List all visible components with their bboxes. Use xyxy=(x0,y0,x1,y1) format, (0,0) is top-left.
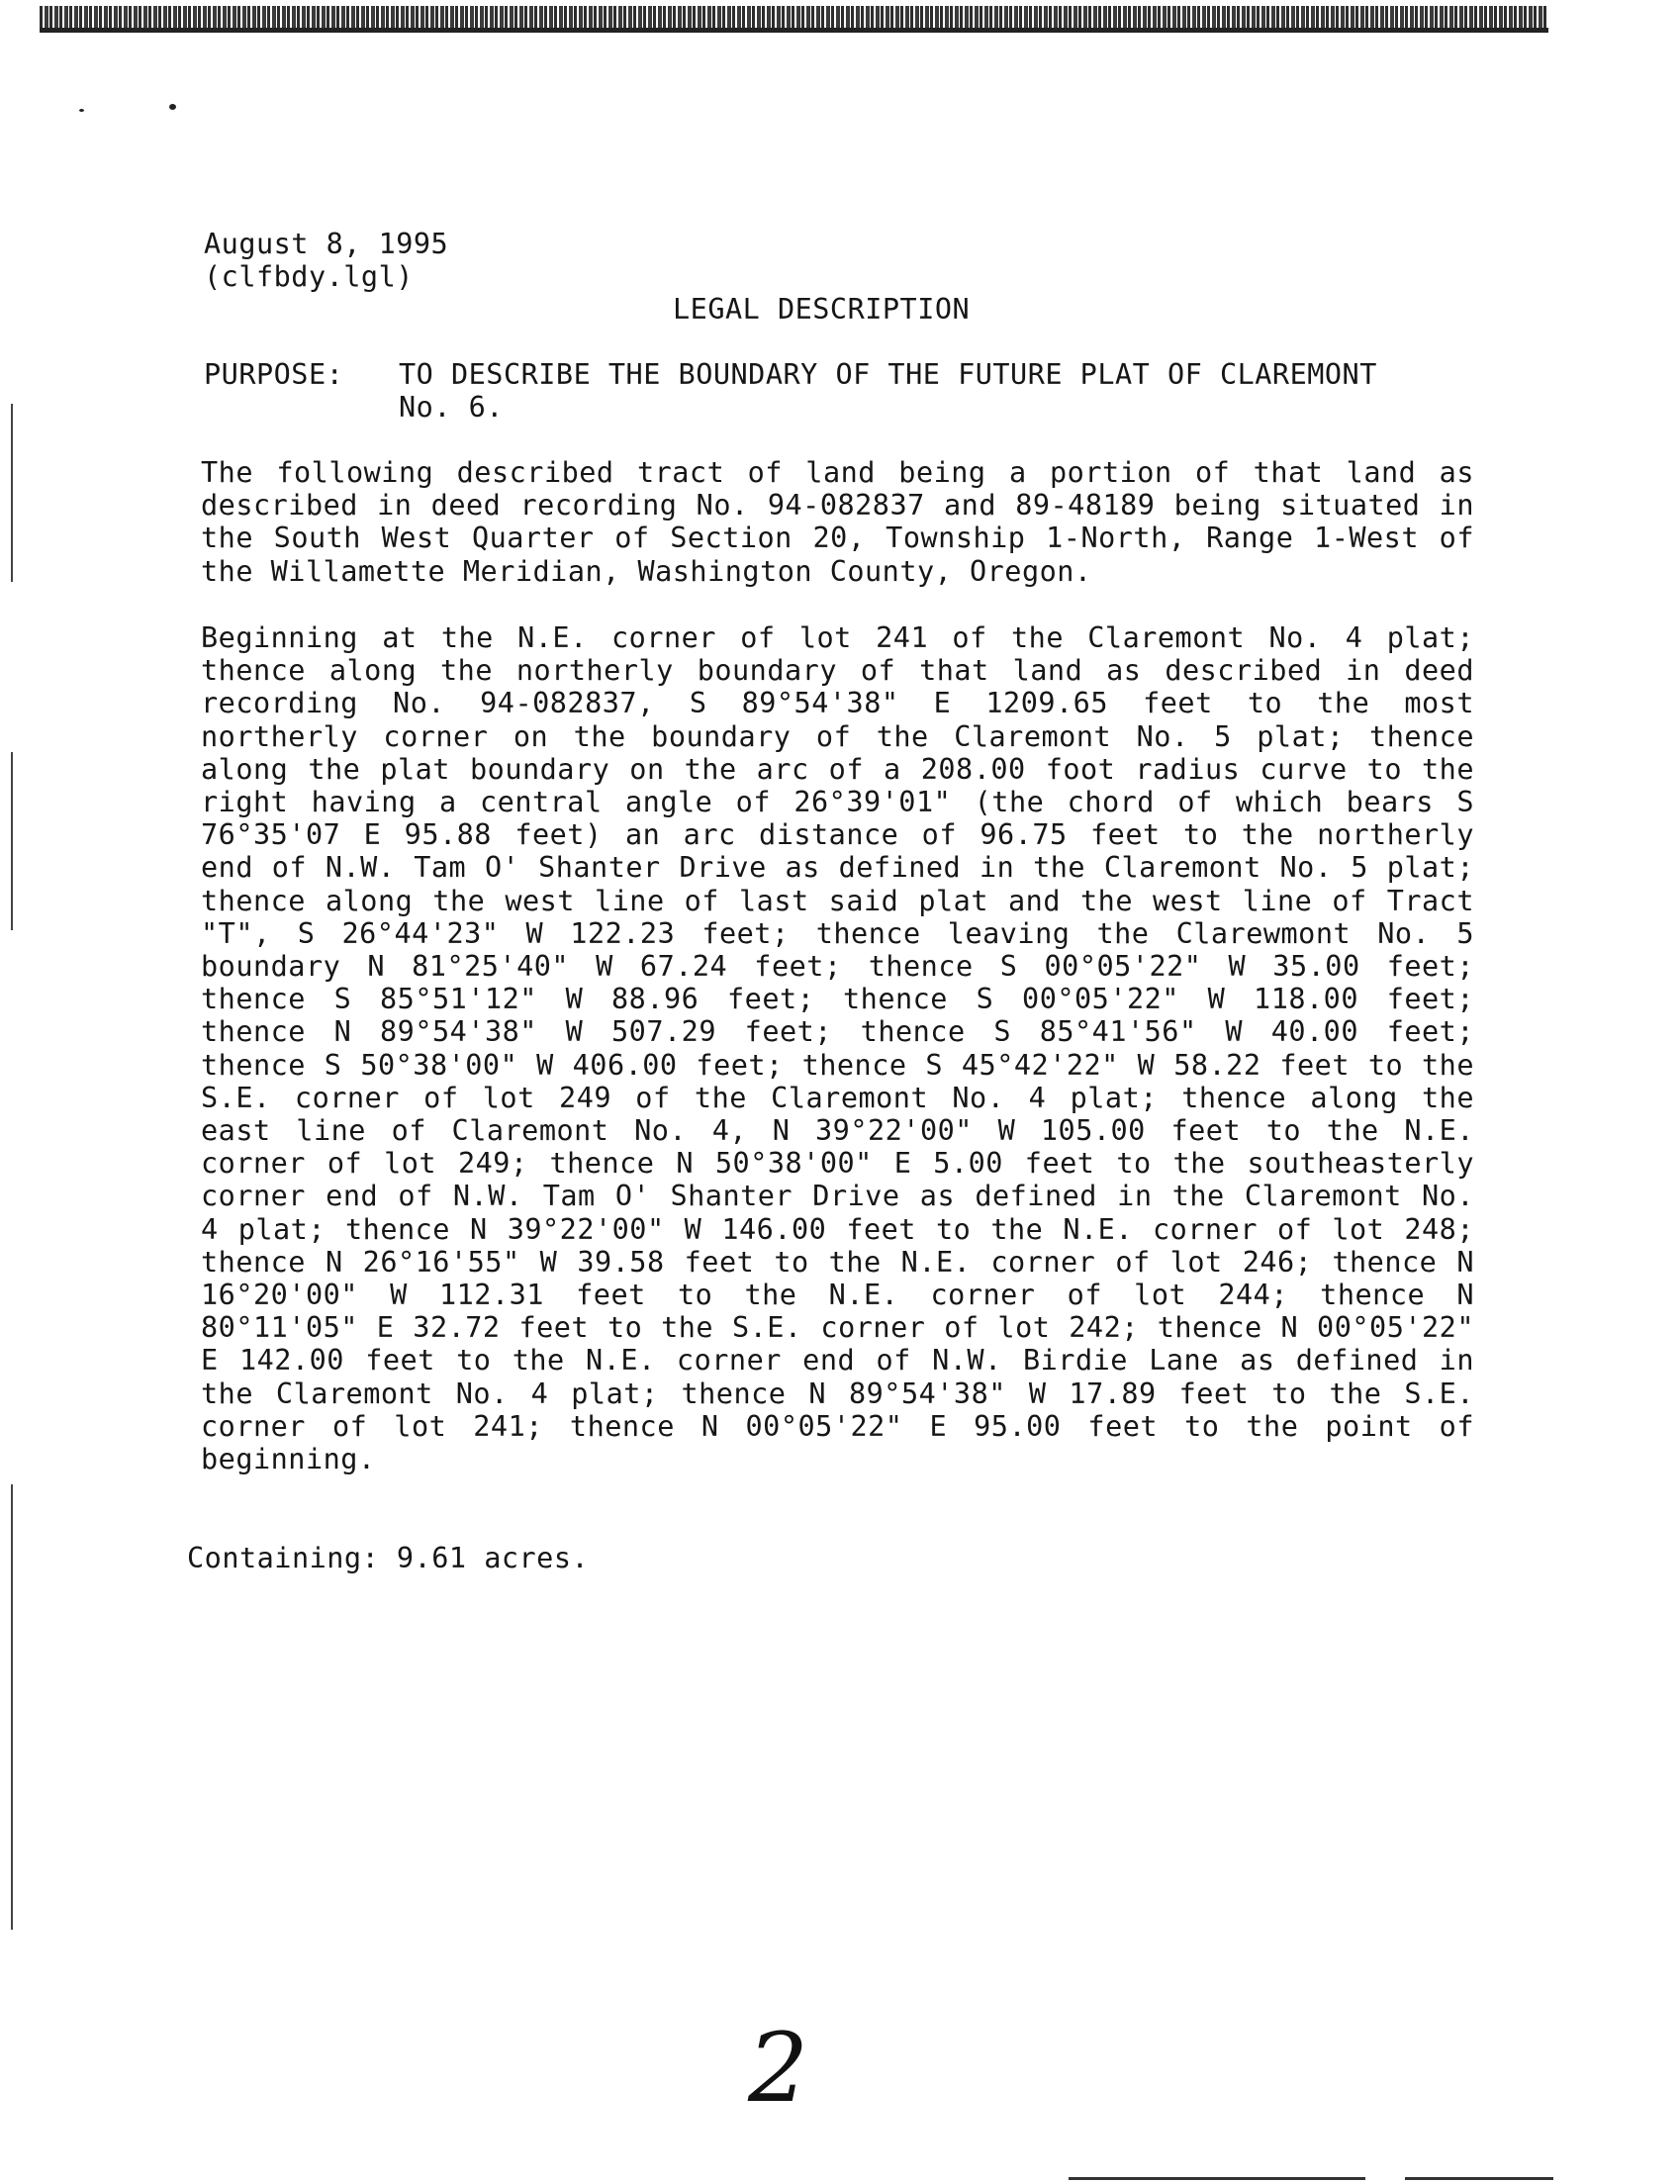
scan-footer-rule xyxy=(1405,2177,1553,2180)
scan-footer-rule xyxy=(1069,2177,1365,2180)
purpose-line-2: No. 6. xyxy=(399,391,504,424)
containing-acreage: Containing: 9.61 acres. xyxy=(187,1542,590,1574)
scan-header-rule xyxy=(40,28,1548,33)
margin-mark xyxy=(11,1484,13,1930)
description-paragraph xyxy=(201,621,1474,1475)
description-text: Beginning at the N.E. corner of lot 241 of the Claremont No. 4 plat; thence along the northerly boundary of that land as described in deed recording No. 94-082837, S 89°54'38" E 1209.65 feet to the most northerly corner on the boundary of the Claremont No. 5 plat; thence along the plat boundary on the arc of a 208.00 foot radius curve to the right having a central angle of 26°39'01" (the chord of which bears S 76°35'07 E 95.88 feet) an arc distance of 96.75 feet to the northerly end of N.W. Tam O' Shanter Drive as defined in the Claremont No. 5 plat; thence along the west line of last said plat and the west line of Tract "T", S 26°44'23" W 122.23 feet; thence leaving the Clarewmont No. 5 boundary N 81°25'40" W 67.24 feet; thence S 00°05'22" W 35.00 feet; thence S 85°51'12" W 88.96 feet; thence S 00°05'22" W 118.00 feet; thence N 89°54'38" W 507.29 feet; thence S 85°41'56" W 40.00 feet; thence S 50°38'00" W 406.00 feet; thence S 45°42'22" W 58.22 feet to the S.E. corner of lot 249 of the Claremont No. 4 plat; thence along the east line of Claremont No. 4, N 39°22'00" W 105.00 feet to the N.E. corner of lot 249; thence N 50°38'00" E 5.00 feet to the southeasterly corner end of N.W. Tam O' Shanter Drive as defined in the Claremont No. 4 plat; thence N 39°22'00" W 146.00 feet to the N.E. corner of lot 248; thence N 26°16'55" W 39.58 feet to the N.E. corner of lot 246; thence N 16°20'00" W 112.31 feet to the N.E. corner of lot 244; thence N 80°11'05" E 32.72 feet to the S.E. corner of lot 242; thence N 00°05'22" E 142.00 feet to the N.E. corner end of N.W. Birdie Lane as defined in the Claremont No. 4 plat; thence N 89°54'38" W 17.89 feet to the S.E. corner of lot 241; thence N 00°05'22" E 95.00 feet to the point of beginning. xyxy=(201,621,1474,1476)
scan-speck xyxy=(169,104,176,110)
intro-paragraph xyxy=(201,456,1474,588)
scan-speck xyxy=(79,109,84,112)
file-reference: (clfbdy.lgl) xyxy=(204,260,414,293)
margin-mark xyxy=(11,404,13,582)
purpose-label: PURPOSE: xyxy=(204,358,344,391)
intro-text: The following described tract of land being a portion of that land as described in deed recording No. 94-082837 and 89-48189 being situated in the South West Quarter of Section 20, Township 1-North, Range 1-West of the Willamette Meridian, Washington County, Oregon. xyxy=(201,456,1474,588)
margin-mark xyxy=(11,752,13,930)
document-date: August 8, 1995 xyxy=(204,228,449,260)
page-number: 2 xyxy=(748,2013,809,2124)
purpose-line-1: TO DESCRIBE THE BOUNDARY OF THE FUTURE PLAT OF CLAREMONT xyxy=(399,358,1377,391)
document-title: LEGAL DESCRIPTION xyxy=(673,293,971,326)
